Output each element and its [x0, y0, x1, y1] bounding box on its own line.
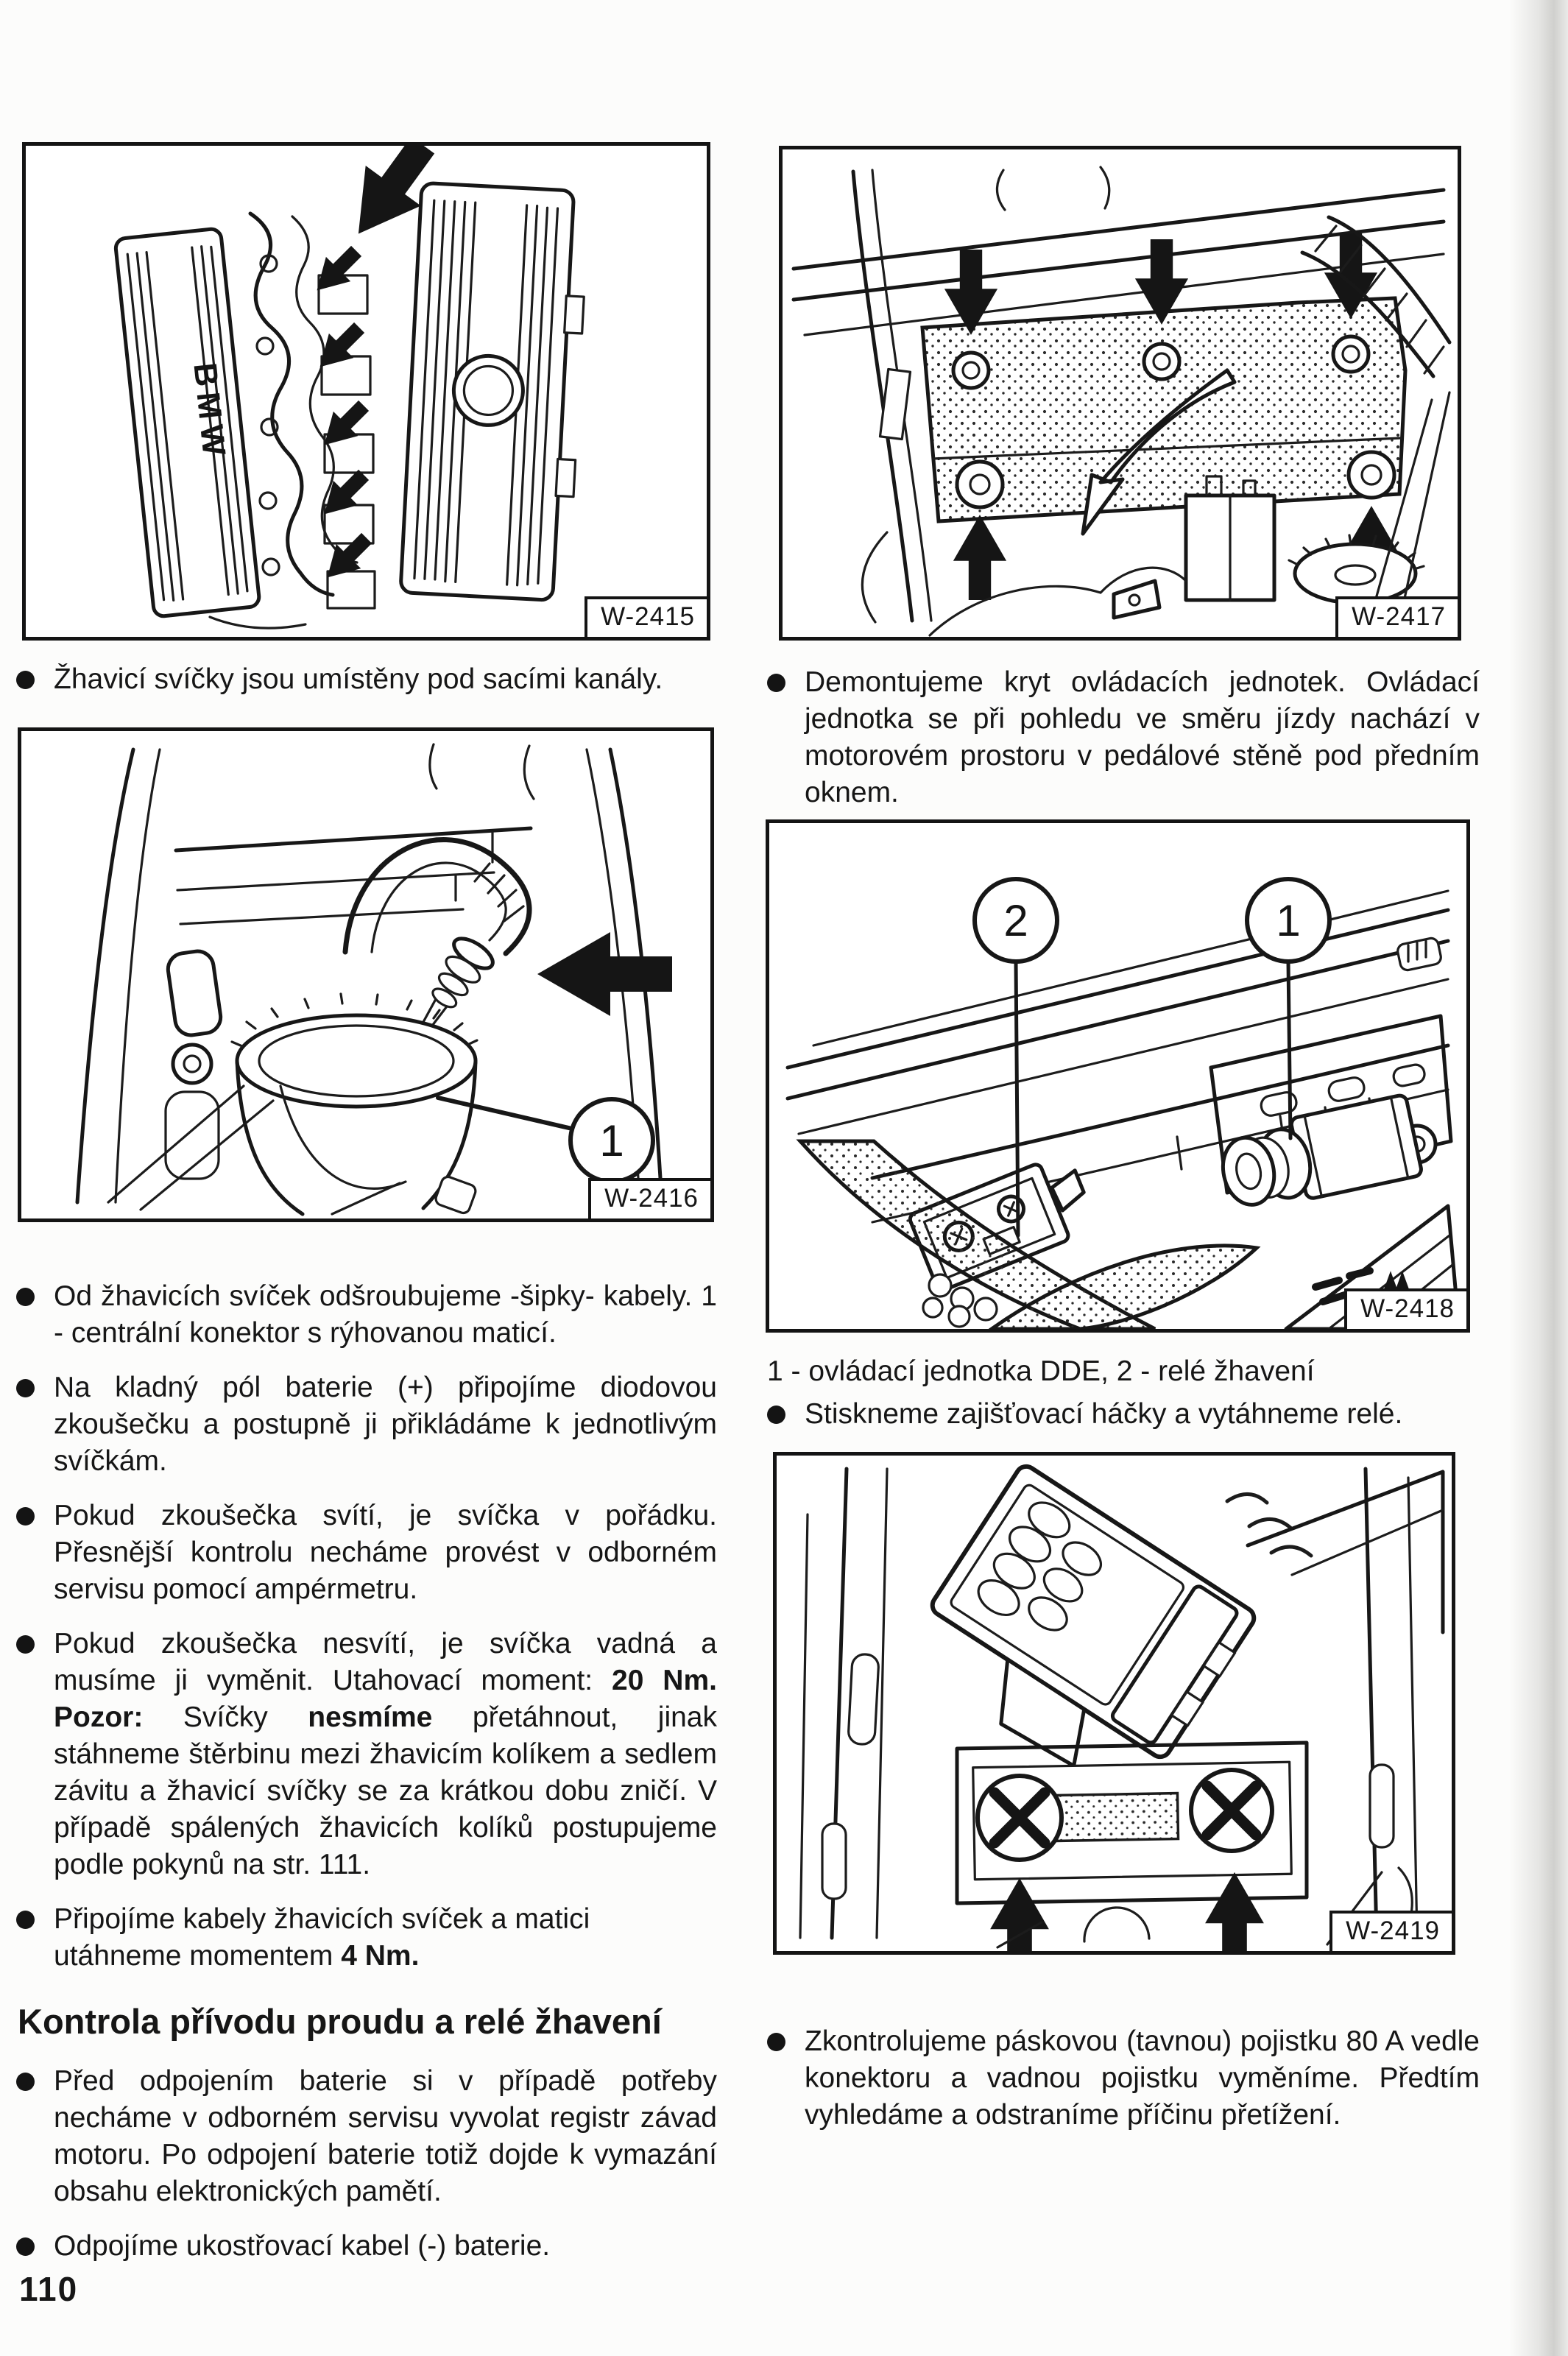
list-item [16, 1369, 717, 1480]
bmw-logo-text: BMW [186, 361, 233, 463]
bullet-dot [16, 1379, 35, 1397]
legend-w2418: 1 - ovládací jednotka DDE, 2 - relé žhavení [767, 1355, 1315, 1387]
figure-w2416 [18, 727, 714, 1222]
left-arrow-icon [537, 932, 672, 1016]
list-item [16, 1498, 717, 1608]
bullet-dot [767, 2033, 785, 2051]
glow-plug-illustration [21, 731, 710, 1218]
bullet-dot [16, 1507, 35, 1526]
figure-w2418 [766, 819, 1470, 1333]
caption-text: Žhavicí svíčky jsou umístěny pod sacími kanály. [54, 663, 663, 695]
bullet-dot [16, 1288, 35, 1306]
up-arrow-icon [953, 515, 1006, 600]
page-edge-shadow [1509, 0, 1568, 2356]
engine-bay-illustration [783, 149, 1458, 637]
bullet-dot [767, 1406, 785, 1424]
caption-w2415 [16, 661, 717, 716]
up-arrow-icon [1205, 1872, 1264, 1951]
bullet-text: Zkontrolujeme páskovou (tavnou) pojistku 80 A vedle konektoru a vadnou pojistku vyměníme. Předtím vyhledáme a odstraníme příčinu přetížení. [805, 2025, 1480, 2131]
figure-label: W-2416 [588, 1178, 710, 1218]
bullet-text: Odpojíme ukostřovací kabel (-) baterie. [54, 2230, 551, 2262]
figure-label: W-2419 [1329, 1911, 1452, 1951]
figure-label: W-2417 [1335, 596, 1458, 637]
arrow-icon [308, 315, 372, 379]
bullet-dot [16, 1635, 35, 1654]
bullet-text: Od žhavicích svíček odšroubujeme -šipky- kabely. 1 - centrální konektor s rýhovanou maticí. [54, 1280, 717, 1349]
bullet-dot [16, 2073, 35, 2091]
caption-text: Demontujeme kryt ovládacích jednotek. Ovládací jednotka se při pohledu ve směru jízdy nachází v motorovém prostoru v pedálové stěně pod předním oknem. [805, 666, 1480, 808]
arrow-icon [305, 239, 369, 303]
caption-w2417 [767, 664, 1480, 829]
list-item [16, 2228, 717, 2265]
bmw-cover [115, 228, 260, 617]
figure-w2419 [773, 1452, 1455, 1955]
left-text-column [16, 1278, 717, 2282]
list-item [16, 1901, 717, 1975]
valve-cover [400, 183, 590, 601]
bullet-dot [16, 1911, 35, 1929]
arrow-icon [312, 393, 376, 457]
bullet-w2418 [767, 1396, 1480, 1450]
bullet-dot [16, 671, 35, 689]
bullet-text: Před odpojením baterie si v případě potřeby necháme v odborném servisu vyvolat registr závad motoru. Po odpojení baterie totiž dojde k vymazání obsahu elektronických pamětí. [54, 2065, 717, 2207]
bullet-text: Stiskneme zajišťovací háčky a vytáhneme relé. [805, 1398, 1403, 1430]
callout-number: 1 [599, 1116, 624, 1165]
bullet-text: Pokud zkoušečka nesvítí, je svíčka vadná a musíme ji vyměnit. Utahovací moment: 20 Nm. Pozor: Svíčky nesmíme přetáhnout, jinak stáhneme štěrbinu mezi žhavicím kolíkem a sedlem závitu a žhavicí svíčky se za krátkou dobu zničí. V případě spálených žhavicích kolíků postupujeme podle pokynů na str. 111. [54, 1628, 717, 1880]
list-item [16, 2063, 717, 2210]
relay-fuse-illustration [777, 1456, 1452, 1951]
list-item [16, 1626, 717, 1883]
section-heading: Kontrola přívodu proudu a relé žhavení [18, 2002, 662, 2041]
page-number: 110 [19, 2270, 79, 2308]
bullet-dot [767, 674, 785, 692]
callout-number: 1 [1276, 896, 1301, 945]
figure-label: W-2415 [585, 596, 707, 637]
up-arrow-icon [990, 1878, 1049, 1951]
bullet-text: Pokud zkoušečka svítí, je svíčka v pořádku. Přesnější kontrolu necháme provést v odborném servisu pomocí ampérmetru. [54, 1500, 717, 1605]
figure-w2415 [22, 142, 710, 641]
figure-label: W-2418 [1344, 1288, 1466, 1329]
bullet-text: Na kladný pól baterie (+) připojíme diodovou zkoušečku a postupně ji přikládáme k jednotlivým svíčkám. [54, 1372, 717, 1477]
list-item [16, 1278, 717, 1352]
engine-cover-illustration [26, 146, 707, 637]
bullet-w2419 [767, 2023, 1480, 2151]
bullet-dot [16, 2237, 35, 2256]
figure-w2417 [779, 146, 1461, 641]
bullet-text: Připojíme kabely žhavicích svíček a matici utáhneme momentem 4 Nm. [54, 1903, 590, 1972]
callout-number: 2 [1003, 896, 1028, 945]
dde-unit-illustration [769, 823, 1466, 1329]
